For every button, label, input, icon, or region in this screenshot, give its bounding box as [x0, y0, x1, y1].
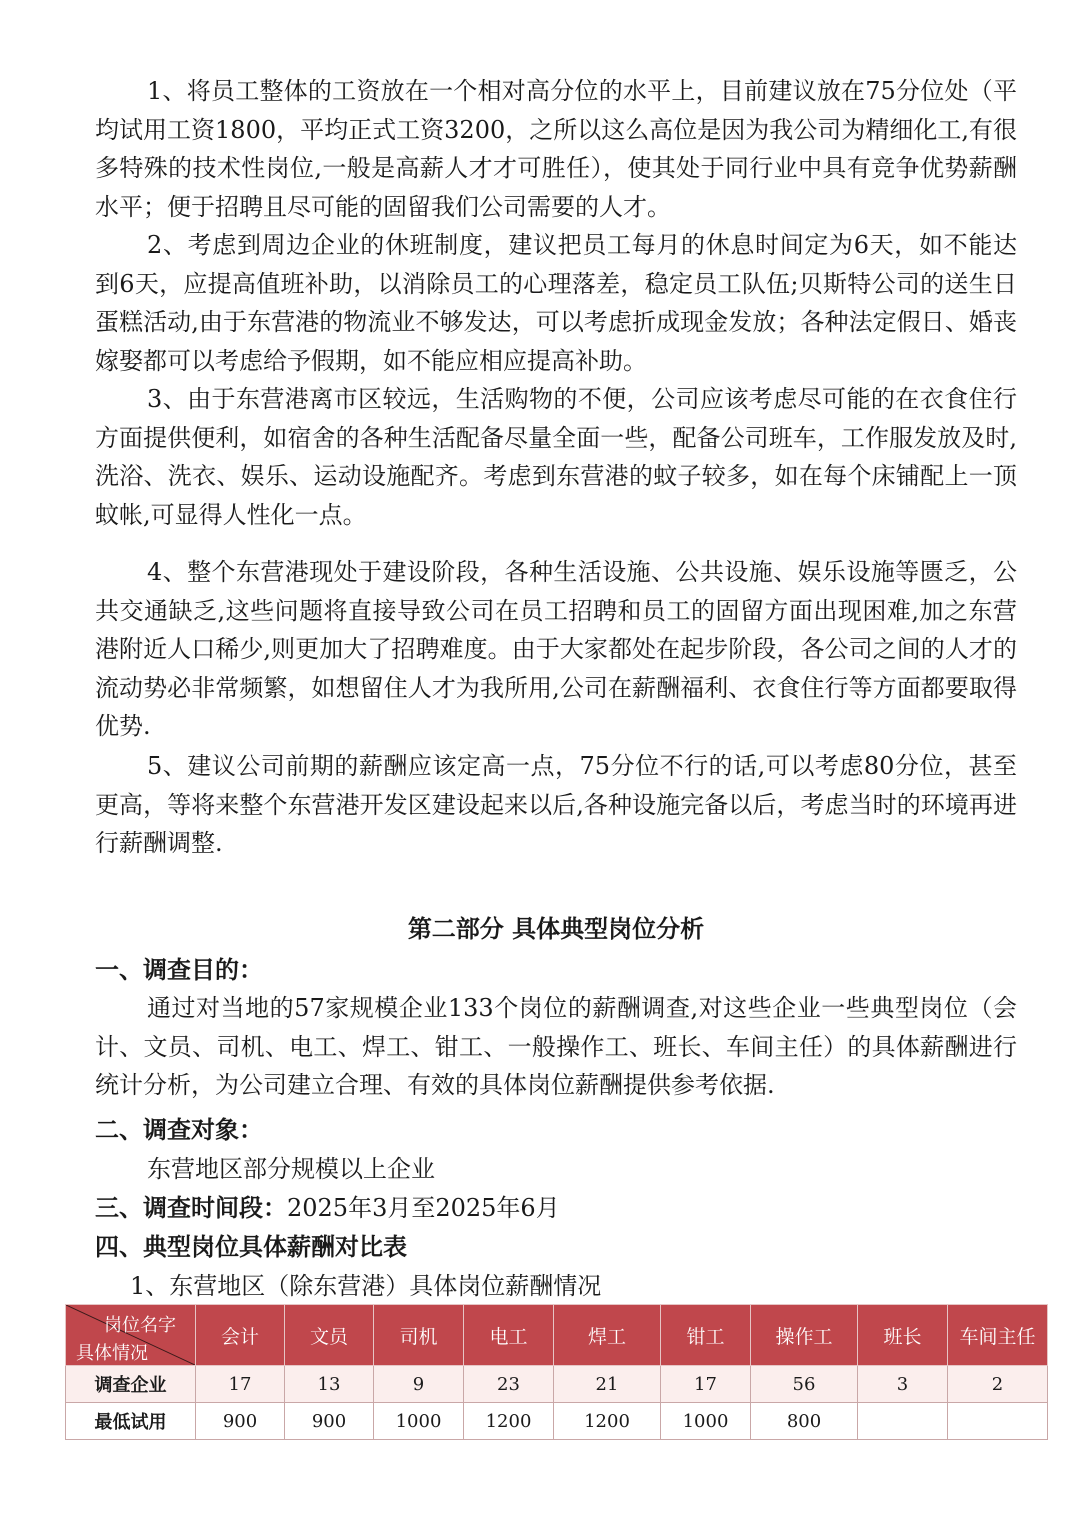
column-header: 司机	[374, 1305, 464, 1366]
table-cell: 9	[374, 1366, 464, 1403]
heading-period	[95, 1189, 560, 1227]
table-cell: 1200	[464, 1403, 554, 1440]
column-header: 钳工	[661, 1305, 751, 1366]
paragraph-5: 5、建议公司前期的薪酬应该定高一点，75分位不行的话,可以考虑80分位，甚至更高，等将来整个东营港开发区建设起来以后,各种设施完备以后，考虑当时的环境再进行薪酬调整.	[95, 752, 1017, 858]
section-title: 第二部分 具体典型岗位分析	[407, 914, 705, 943]
table-cell: 3	[858, 1366, 948, 1403]
table-cell: 800	[751, 1403, 858, 1440]
table-cell	[858, 1403, 948, 1440]
table-cell: 1200	[554, 1403, 661, 1440]
table-cell: 56	[751, 1366, 858, 1403]
column-header: 班长	[858, 1305, 948, 1366]
paragraph-1: 1、将员工整体的工资放在一个相对高分位的水平上，目前建议放在75分位处（平均试用工资1800，平均正式工资3200，之所以这么高位是因为我公司为精细化工,有很多特殊的技术性岗位,一般是高薪人才才可胜任），使其处于同行业中具有竞争优势薪酬水平；便于招聘且尽可能的固留我们公司需要的人才。	[95, 77, 1017, 221]
heading-objects: 二、调查对象：	[95, 1115, 263, 1144]
column-header: 车间主任	[948, 1305, 1048, 1366]
paragraph-3: 3、由于东营港离市区较远，生活购物的不便，公司应该考虑尽可能的在衣食住行方面提供便利，如宿舍的各种生活配备尽量全面一些，配备公司班车，工作服发放及时,洗浴、洗衣、娱乐、运动设施配齐。考虑到东营港的蚊子较多，如在每个床铺配上一顶蚊帐,可显得人性化一点。	[95, 385, 1017, 529]
salary-table	[65, 1304, 1048, 1440]
column-header: 焊工	[554, 1305, 661, 1366]
period-label: 三、调查时间段：	[95, 1193, 287, 1222]
period-value: 2025年3月至2025年6月	[287, 1194, 560, 1222]
table-cell: 900	[285, 1403, 374, 1440]
table-corner-cell	[66, 1305, 196, 1366]
table-cell: 13	[285, 1366, 374, 1403]
column-header: 电工	[464, 1305, 554, 1366]
table-cell: 900	[196, 1403, 285, 1440]
table-cell: 1000	[374, 1403, 464, 1440]
table-row	[66, 1403, 1048, 1440]
corner-top-label: 岗位名字	[104, 1315, 176, 1336]
row-label: 调查企业	[66, 1366, 196, 1403]
paragraph-4: 4、整个东营港现处于建设阶段，各种生活设施、公共设施、娱乐设施等匮乏，公共交通缺乏,这些问题将直接导致公司在员工招聘和员工的固留方面出现困难,加之东营港附近人口稀少,则更加大了招聘难度。由于大家都处在起步阶段，各公司之间的人才的流动势必非常频繁，如想留住人才为我所用,公司在薪酬福利、衣食住行等方面都要取得优势.	[95, 558, 1017, 741]
table-row	[66, 1366, 1048, 1403]
objects-text: 东营地区部分规模以上企业	[147, 1155, 435, 1183]
table-cell: 17	[661, 1366, 751, 1403]
column-header: 会计	[196, 1305, 285, 1366]
table-subtitle: 1、东营地区（除东营港）具体岗位薪酬情况	[130, 1272, 602, 1300]
column-header: 操作工	[751, 1305, 858, 1366]
table-cell: 21	[554, 1366, 661, 1403]
column-header: 文员	[285, 1305, 374, 1366]
table-cell: 17	[196, 1366, 285, 1403]
table-cell: 23	[464, 1366, 554, 1403]
table-cell: 1000	[661, 1403, 751, 1440]
paragraph-purpose: 通过对当地的57家规模企业133个岗位的薪酬调查,对这些企业一些典型岗位（会计、文员、司机、电工、焊工、钳工、一般操作工、班长、车间主任）的具体薪酬进行统计分析，为公司建立合理、有效的具体岗位薪酬提供参考依据.	[95, 994, 1017, 1100]
table-cell: 2	[948, 1366, 1048, 1403]
table-cell	[948, 1403, 1048, 1440]
heading-purpose: 一、调查目的：	[95, 955, 263, 984]
row-label: 最低试用	[66, 1403, 196, 1440]
paragraph-2: 2、考虑到周边企业的休班制度，建议把员工每月的休息时间定为6天，如不能达到6天，应提高值班补助，以消除员工的心理落差，稳定员工队伍;贝斯特公司的送生日蛋糕活动,由于东营港的物流业不够发达，可以考虑折成现金发放；各种法定假日、婚丧嫁娶都可以考虑给予假期，如不能应相应提高补助。	[95, 231, 1017, 375]
heading-table: 四、典型岗位具体薪酬对比表	[95, 1232, 407, 1261]
corner-bottom-label: 具体情况	[76, 1343, 148, 1364]
table-header-row	[66, 1305, 1048, 1366]
